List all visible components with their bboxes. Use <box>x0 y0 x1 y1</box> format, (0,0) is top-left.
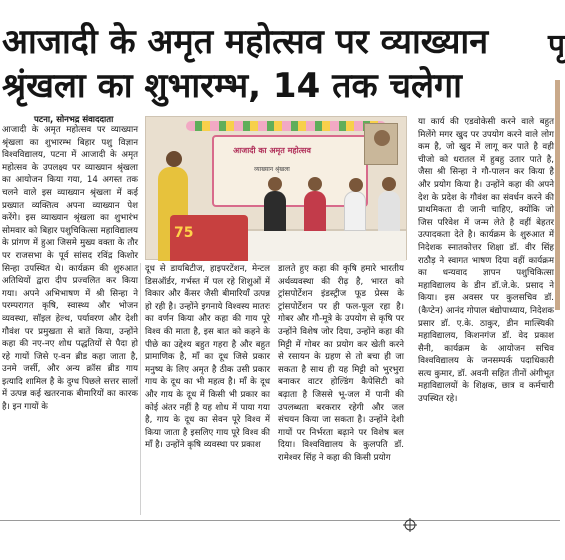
podium <box>170 215 248 261</box>
article-text-1: आजादी के अमृत महोत्सव पर व्याख्यान श्रृंखला का शुभारम्भ बिहार पशु विज्ञान विश्वविद्यालय, पटना में आजादी के अमृत महोत्सव के उपलक्ष्य पर व्याख्यान श्रृंखला का आयोजन किया गया, 14 अगस्त तक चलने वाले इस व्याख्यान श्रृंखला में कई प्रख्यात व्यक्तित्व अपना व्याख्यान पेश करेंगे। इस व्याख्यान श्रृंखला का शुभारंभ सोमवार को बिहार पशुचिकित्सा महाविद्यालय के प्रांगण में हुआ जिसमे मुख्य वक्ता के तौर पर राजसभा के पूर्व सांसद रविंद्र किशोर सिन्हा उपस्थित थे। कार्यक्रम की शुरुआत अतिथियों द्वारा दीप प्रज्वलित कर किया गया। अपने अभिभाषण में श्री सिन्हा ने परम्परागत कृषि, स्वास्थ्य और भोजन व्यवस्था, सॉइल हेल्थ, पर्यावरण और देशी गौवंश पर प्रमुखता से बातें किया, उन्होंने कहा की नए-नए शोध पद्धतियों से पैदा हो रहे गायों जिसे ए-वन ब्रीड कहा जाता है, उनमे जर्सी, और अन्य क्रॉस ब्रीड गाय इत्यादि शामिल है के दुग्ध पिछले सत्तर सालों में उत्पन्न कई खतरनाक बीमारियों का कारक है। इन गायों के <box>2 125 138 413</box>
adjacent-headline-fragment: पृ <box>548 28 565 63</box>
article-column-3 <box>278 263 404 513</box>
headline <box>2 22 547 106</box>
article-column-4 <box>418 116 554 514</box>
headline-line-2: श्रृंखला का शुभारम्भ, 14 तक चलेगा <box>2 66 462 106</box>
article-column-2 <box>145 263 270 513</box>
column-divider <box>140 263 141 515</box>
registration-mark-icon <box>403 518 417 532</box>
event-photo <box>145 116 407 260</box>
adjacent-photo-edge <box>555 80 560 310</box>
flower-garland-decoration <box>186 121 386 131</box>
seated-guest-3 <box>344 191 366 231</box>
framed-portrait <box>364 123 398 165</box>
banner-subtitle: व्याख्यान श्रृंखला <box>254 166 290 173</box>
article-text-4: या कार्य की एडवोकेसी करने वाले बहुत मिलेंगे मगर खुद पर उपयोग करने वाले लोग कम है, जो खुद में लागू कर पाते है वही चीजो को धरातल में हुबहु उतार पाते है, जैसा श्री सिन्हा ने गौ-पालन कर किया है और प्रयोग किया है। उन्होंने कहा की अपने देश के प्रदेश के गौवंश का संवर्धन करने की प्राथमिकता दी जानी चाहिए, क्योंकि जो जिस परिवेश में जन्म लेते है वहीं बेहतर उत्पादकता देते है। कार्यक्रम के शुरुआत में निदेशक स्नातकोत्तर शिक्षा डॉ. वीर सिंह राठौड़ ने स्वागत भाषण दिया वहीं कार्यक्रम का धन्यवाद ज्ञापन पशुचिकित्सा महाविद्यालय के डीन डॉ.जे.के. प्रसाद ने किया। इस अवसर पर कुलसचिव डॉ. (कैप्टेन) आनंद गोपाल बंद्योपाध्याय, निदेशक प्रसार डॉ. ए.के. ठाकुर, डीन मात्स्यिकी महाविद्यालय, किशनगंज डॉ. वेद प्रकाश सैनी, कार्यक्रम के आयोजन सचिव विश्वविद्यालय के जनसम्पर्क पदाधिकारी सत्य कुमार, डॉ. अवनी सहित तीनों अंगीभूत महाविद्यालयों के शिक्षक, छात्र व कर्मचारी उपस्थित रहे। <box>418 117 554 405</box>
dais-table <box>246 229 406 261</box>
dateline: पटना, सोनभद्र संवाददाता <box>34 115 114 125</box>
podium-logo-text: 75 <box>174 225 194 241</box>
article-text-2: दूध से डायबिटीज, हाइपरटेंशन, मेन्टल डिसऑर्डर, गर्भस्त में पल रहे शिशुओं में विकार और कैंसर जैसी बीमारियाँ उत्पन्न हो रही है। उन्होंने इगनाये विश्वस्य मातरः का वर्णन किया और कहा की गाय पूरे विश्व की माता है, इस बात को कहने के पीछे का उद्देश्य बहुत गहरा है और बहुत प्रामाणिक है, माँ का दूध जिसे प्रकार मनुष्य के लिए अमृत है ठीक उसी प्रकार गाय के दूध का भी महत्व है। माँ के दूध और गाय के दूध में किसी भी प्रकार का कोई अंतर नहीं है यह शोध में पाया गया है, गाय के दूध का सेवन पूरे विश्व में किया जाता है इसलिए गाय पूरे विश्व की माँ है। उन्होंने कृषि व्यवस्था पर प्रकाश <box>145 264 270 451</box>
seated-guest-2 <box>304 191 326 231</box>
banner-title: आजादी का अमृत महोत्सव <box>233 146 311 155</box>
seated-guest-1 <box>264 191 286 231</box>
article-text-3: डालते हुए कहा की कृषि हमारे भारतीय अर्थव्यवस्था की रीढ़ है, भारत को ट्रांसपोर्टेशन इंडस्ट्रीज फूड प्रेस्स के ट्रांसपोर्टेशन पर ही फल-फूल रहा है। गोबर और गौ-मूत्रे के उपयोग से कृषि पर उन्होंने विशेष जोर दिया, उन्होंने कहा की मिट्टी में गोबर का प्रयोग कर खेती करने से रसायन के ग्रहण से तो बचा ही जा सकता है साथ ही यह मिट्टी को भुरभुरा बनाकर वाटर होल्डिंग कैपेसिटी को बढ़ाता है जिससे भू-जल में पानी की उपलब्धता बरकरार रहेगी और जल संचयन किया जा सकता है। उन्होंने देशी गायों पर निर्भरता बढ़ाने पर विशेष बल दिया। विश्वविद्यालय के कुलपति डॉ. रामेश्वर सिंह ने कहा की किसी प्रयोग <box>278 264 404 463</box>
article-column-1 <box>2 124 138 514</box>
headline-line-1: आजादी के अमृत महोत्सव पर व्याख्यान <box>2 22 489 62</box>
seated-guest-4 <box>378 191 400 231</box>
bottom-rule <box>0 520 560 521</box>
